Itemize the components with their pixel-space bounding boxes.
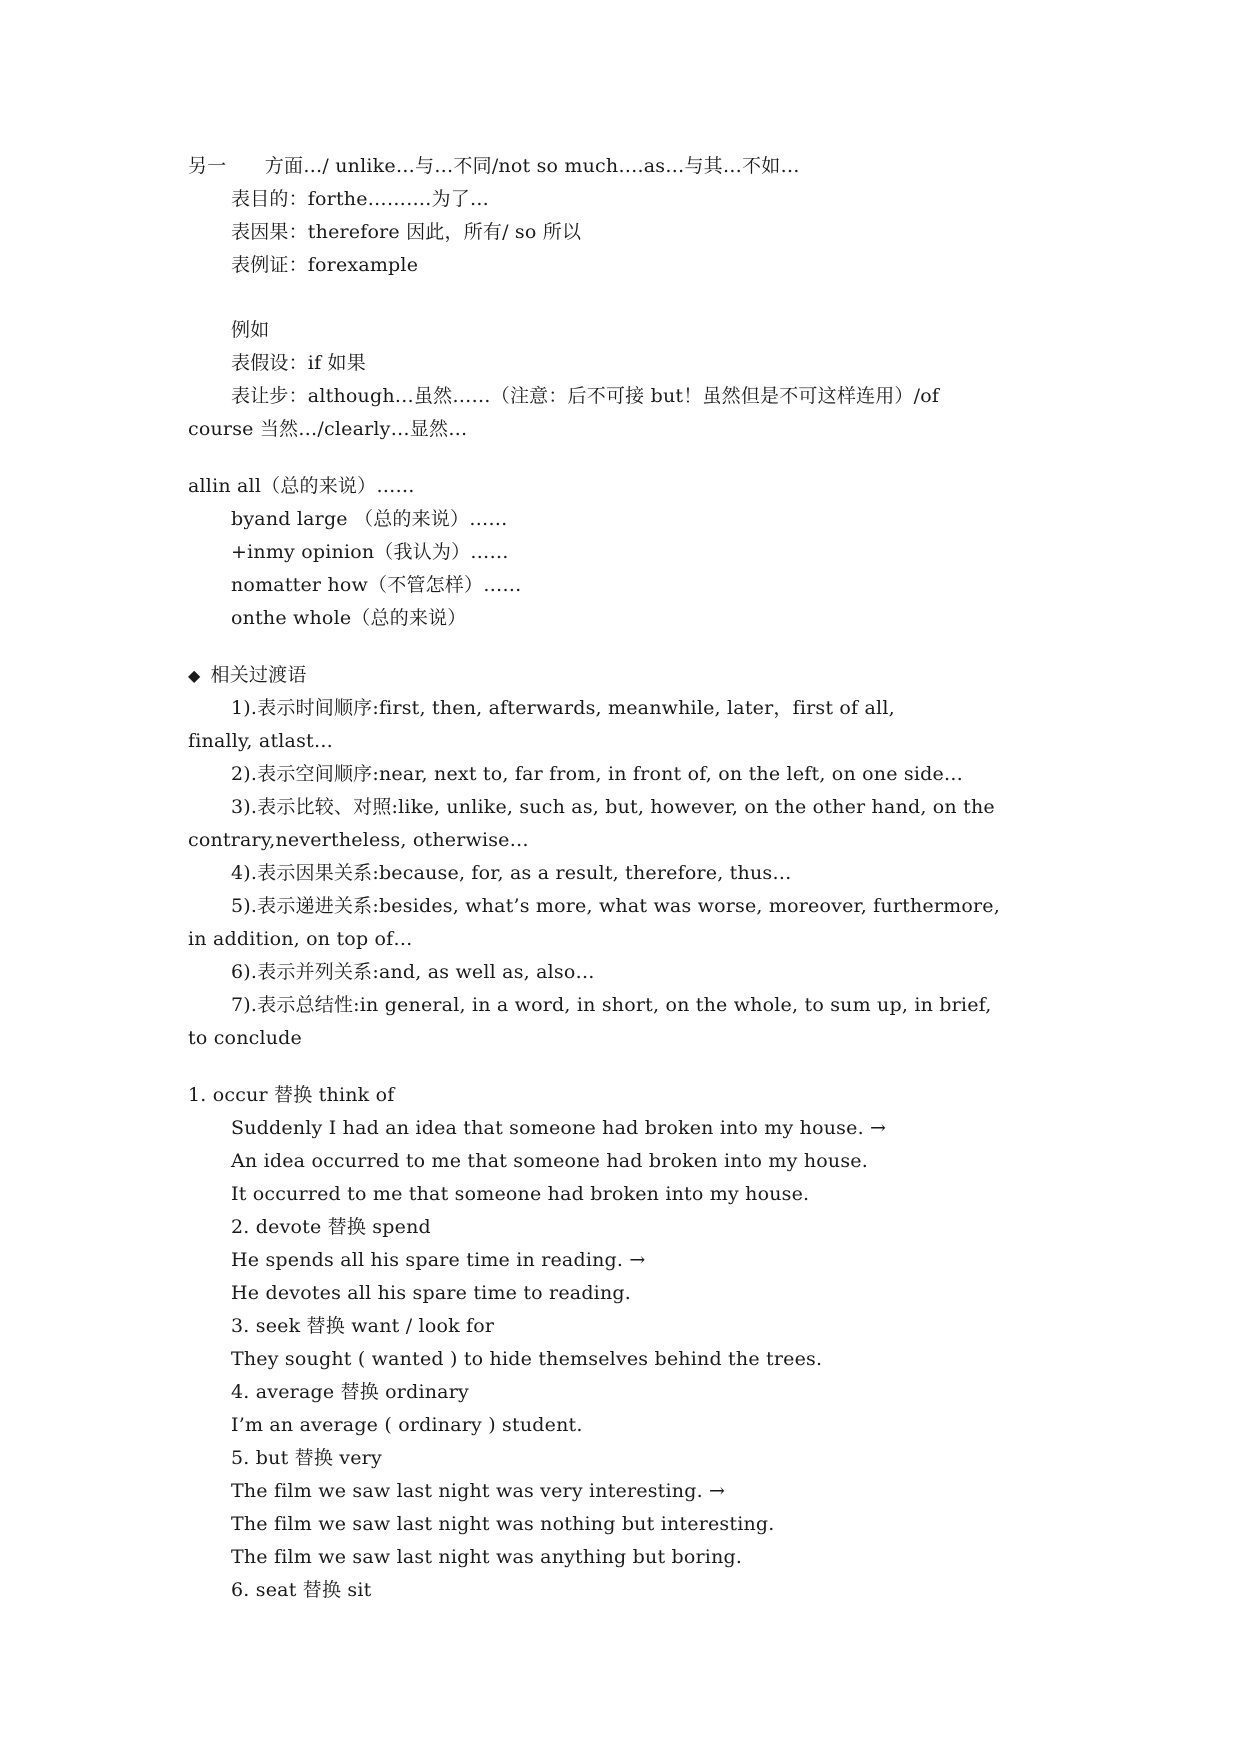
text-line: 另一 方面…/ unlike…与…不同/not so much….as…与其…不如…: [188, 155, 800, 177]
text-line: 表例证：forexample: [231, 254, 419, 276]
text-line: 6. seat 替换 sit: [231, 1579, 372, 1601]
text-line: 1).表示时间顺序:first, then, afterwards, meanwhile, later，first of all,: [231, 697, 895, 719]
text-line: +inmy opinion（我认为）……: [231, 541, 509, 563]
text-line: 5. but 替换 very: [231, 1447, 382, 1469]
text-line: course 当然…/clearly…显然…: [188, 418, 468, 440]
text-line: The film we saw last night was anything but boring.: [231, 1546, 743, 1568]
text-line: 5).表示递进关系:besides, what’s more, what was worse, moreover, furthermore,: [231, 895, 1000, 917]
text-line: contrary,nevertheless, otherwise…: [188, 829, 529, 851]
text-line: nomatter how（不管怎样）……: [231, 574, 522, 596]
text-line: 7).表示总结性:in general, in a word, in short, on the whole, to sum up, in brief,: [231, 994, 992, 1016]
text-line: 表目的：forthe……….为了…: [231, 188, 490, 210]
text-line: 4. average 替换 ordinary: [231, 1381, 469, 1403]
text-line: An idea occurred to me that someone had broken into my house.: [231, 1150, 868, 1172]
text-line: 例如: [231, 319, 270, 341]
text-line: Suddenly I had an idea that someone had broken into my house. →: [231, 1117, 887, 1139]
text-line: allin all（总的来说）……: [188, 475, 415, 497]
text-line: 表假设：if 如果: [231, 352, 366, 374]
text-line: 表因果：therefore 因此，所有/ so 所以: [231, 221, 582, 243]
text-line: I’m an average ( ordinary ) student.: [231, 1414, 583, 1436]
text-line: 4).表示因果关系:because, for, as a result, therefore, thus…: [231, 862, 792, 884]
text-line: 3. seek 替换 want / look for: [231, 1315, 495, 1337]
text-line: in addition, on top of…: [188, 928, 413, 950]
text-line: byand large （总的来说）……: [231, 508, 508, 530]
text-line: 1. occur 替换 think of: [188, 1084, 395, 1106]
diamond-bullet-icon: ◆: [188, 666, 201, 685]
text-line: The film we saw last night was nothing but interesting.: [231, 1513, 775, 1535]
text-line: finally, atlast…: [188, 730, 334, 752]
section-heading: [188, 663, 307, 688]
text-line: 2).表示空间顺序:near, next to, far from, in front of, on the left, on one side…: [231, 763, 964, 785]
text-line: 2. devote 替换 spend: [231, 1216, 431, 1238]
text-line: to conclude: [188, 1027, 302, 1049]
text-line: 表让步：although…虽然……（注意：后不可接 but！虽然但是不可这样连用）/of: [231, 385, 940, 407]
text-line: He spends all his spare time in reading. →: [231, 1249, 646, 1271]
text-line: 6).表示并列关系:and, as well as, also…: [231, 961, 595, 983]
text-line: He devotes all his spare time to reading.: [231, 1282, 631, 1304]
section-heading-text: 相关过渡语: [210, 664, 307, 686]
text-line: 3).表示比较、对照:like, unlike, such as, but, however, on the other hand, on the: [231, 796, 995, 818]
text-line: It occurred to me that someone had broken into my house.: [231, 1183, 810, 1205]
text-line: The film we saw last night was very interesting. →: [231, 1480, 726, 1502]
text-line: They sought ( wanted ) to hide themselves behind the trees.: [231, 1348, 823, 1370]
text-line: onthe whole（总的来说）: [231, 607, 467, 629]
